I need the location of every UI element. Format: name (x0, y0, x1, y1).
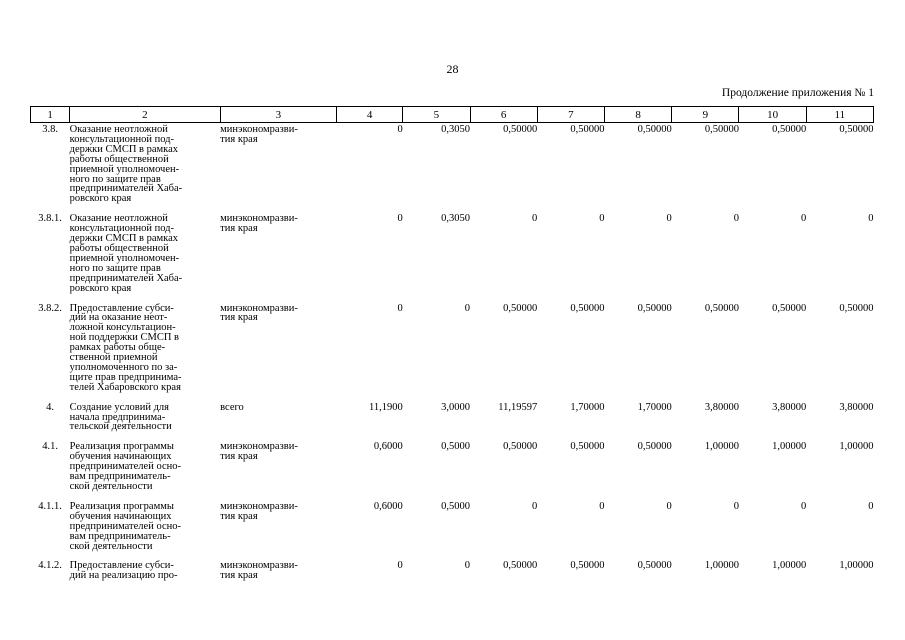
item-executor (220, 401, 336, 441)
value-cell: 0 (397, 560, 403, 572)
item-executor (220, 302, 336, 401)
table-row (31, 401, 874, 441)
page-number: 28 (446, 62, 459, 76)
executor-line: тия края (220, 510, 258, 522)
description-line: ровского края (69, 282, 132, 294)
value-cell: 1,70000 (570, 401, 605, 413)
value-cell: 0,5000 (441, 500, 471, 512)
description-line: ложной консультацион- (69, 322, 176, 334)
description-line: приемной уполномочен- (69, 163, 180, 175)
table-row (31, 440, 874, 500)
description-line: работы общественной (69, 153, 169, 165)
value-cell: 0,50000 (839, 124, 874, 135)
item-executor (220, 440, 336, 500)
item-description (70, 212, 221, 301)
description-line: уполномоченного по за- (69, 361, 178, 373)
value-cell: 0,50000 (704, 124, 739, 135)
column-header: 9 (672, 107, 739, 123)
description-line: Предоставление субси- (69, 302, 174, 314)
value-cell: 0 (868, 500, 874, 512)
value-cell: 0,5000 (441, 441, 471, 453)
value-cell: 0 (800, 500, 807, 512)
value-cell: 0 (733, 213, 739, 225)
description-line: рамках работы обще- (69, 342, 166, 354)
value-cell: 0,50000 (637, 124, 672, 135)
item-number: 3.8. (42, 124, 58, 135)
value-cell: 0,50000 (503, 560, 538, 572)
item-description (70, 302, 221, 401)
value-cell: 0 (397, 213, 403, 225)
value-cell: 1,00000 (839, 441, 874, 453)
description-line: держки СМСП в рамках (69, 143, 179, 155)
column-header: 7 (537, 107, 604, 123)
value-cell: 0 (397, 124, 403, 135)
description-line: консультационной под- (69, 133, 175, 145)
executor-line: тия края (220, 133, 258, 145)
value-cell: 3,80000 (839, 401, 874, 413)
value-cell: 0,50000 (503, 441, 538, 453)
column-header: 1 (31, 107, 70, 123)
value-cell: 0,6000 (373, 500, 403, 512)
value-cell: 0,50000 (637, 302, 672, 314)
description-line: ственной приемной (69, 352, 158, 364)
executor-line: тия края (220, 570, 258, 582)
executor-line: минэкономразви- (220, 560, 298, 572)
executor-line: всего (220, 401, 244, 413)
executor-line: минэкономразви- (220, 500, 298, 512)
column-header: 3 (220, 107, 336, 123)
executor-line: минэкономразви- (220, 124, 298, 135)
item-number: 4.1.1. (38, 500, 62, 512)
description-line: обучения начинающих (69, 451, 172, 463)
description-line: ровского края (69, 193, 132, 205)
value-cell: 3,80000 (704, 401, 739, 413)
column-header: 11 (806, 107, 873, 123)
value-cell: 0,3050 (441, 124, 471, 135)
description-line: щите прав предпринима- (69, 371, 182, 383)
description-line: ской деятельности (69, 540, 153, 552)
description-line: Реализация программы (69, 500, 174, 512)
value-cell: 0,50000 (570, 302, 605, 314)
value-cell: 3,80000 (772, 401, 807, 413)
description-line: Оказание неотложной (69, 213, 168, 225)
description-line: работы общественной (69, 242, 169, 254)
column-header: 5 (403, 107, 470, 123)
description-line: Предоставление субси- (69, 560, 174, 572)
description-line: предпринимателей осно- (69, 461, 181, 473)
description-line: ской деятельности (69, 481, 153, 492)
value-cell: 0,50000 (637, 560, 672, 572)
item-number: 3.8.2. (38, 302, 62, 314)
item-executor (220, 123, 336, 213)
item-executor (220, 500, 336, 560)
description-line: ного по защите прав (69, 173, 161, 185)
value-cell: 11,19597 (498, 401, 538, 413)
table-row (31, 500, 874, 560)
table-row (31, 212, 874, 301)
value-cell: 0,50000 (704, 302, 739, 314)
description-line: ного по защите прав (69, 262, 161, 274)
value-cell: 1,00000 (772, 441, 807, 453)
value-cell: 0 (733, 500, 739, 512)
value-cell: 0 (599, 500, 605, 512)
value-cell: 1,00000 (704, 560, 739, 572)
value-cell: 1,00000 (772, 560, 807, 572)
value-cell: 0 (464, 302, 471, 314)
value-cell: 1,00000 (704, 441, 739, 453)
item-executor (220, 212, 336, 301)
value-cell: 0,50000 (570, 441, 605, 453)
description-line: предпринимателей осно- (69, 520, 181, 532)
value-cell: 1,00000 (839, 560, 874, 572)
budget-table (30, 106, 874, 589)
value-cell: 0,3050 (441, 213, 471, 225)
description-line: обучения начинающих (69, 510, 172, 522)
table-row (31, 123, 874, 213)
value-cell: 0 (464, 560, 471, 572)
value-cell: 0,50000 (570, 560, 605, 572)
description-line: вам предприниматель- (69, 471, 171, 483)
description-line: начала предпринима- (69, 411, 166, 423)
column-header: 6 (470, 107, 537, 123)
value-cell: 0 (532, 500, 538, 512)
value-cell: 0 (397, 302, 403, 314)
value-cell: 0 (666, 500, 672, 512)
description-line: держки СМСП в рамках (69, 233, 179, 245)
item-description (70, 559, 221, 589)
item-description (70, 123, 221, 213)
value-cell: 0,50000 (503, 302, 538, 314)
continuation-label: Продолжение приложения № 1 (721, 87, 874, 99)
value-cell: 0,50000 (772, 124, 807, 135)
description-line: дий на реализацию про- (69, 570, 178, 582)
value-cell: 0 (599, 213, 605, 225)
item-number: 3.8.1. (38, 213, 62, 225)
column-header: 2 (70, 107, 221, 123)
executor-line: тия края (220, 312, 258, 324)
description-line: предпринимателей Хаба- (69, 272, 183, 284)
item-number: 4.1. (42, 441, 58, 453)
table-row (31, 559, 874, 589)
executor-line: тия края (220, 451, 258, 463)
description-line: консультационной под- (69, 223, 175, 235)
value-cell: 0 (532, 213, 538, 225)
value-cell: 0,50000 (570, 124, 605, 135)
description-line: Оказание неотложной (69, 124, 168, 135)
description-line: приемной уполномочен- (69, 252, 180, 264)
executor-line: минэкономразви- (220, 213, 298, 225)
column-number-header (31, 107, 874, 123)
description-line: Реализация программы (69, 441, 174, 453)
description-line: предпринимателей Хаба- (69, 183, 183, 195)
description-line: дий на оказание неот- (69, 312, 168, 324)
value-cell: 0,50000 (839, 302, 874, 314)
description-line: тельской деятельности (69, 421, 172, 433)
executor-line: минэкономразви- (220, 441, 298, 453)
table-row (31, 302, 874, 401)
item-number: 4.1.2. (38, 560, 62, 572)
value-cell: 1,70000 (637, 401, 672, 413)
description-line: Создание условий для (69, 401, 169, 413)
column-header: 10 (739, 107, 806, 123)
item-description (70, 401, 221, 441)
executor-line: тия края (220, 223, 258, 235)
item-number: 4. (46, 401, 54, 413)
description-line: ной поддержки СМСП в (69, 332, 180, 344)
value-cell: 3,0000 (441, 401, 471, 413)
value-cell: 0 (666, 213, 672, 225)
table-body (31, 123, 874, 590)
column-header: 4 (337, 107, 403, 123)
value-cell: 0 (868, 213, 874, 225)
item-description (70, 440, 221, 500)
value-cell: 0 (800, 213, 807, 225)
value-cell: 0,6000 (373, 441, 403, 453)
value-cell: 11,1900 (369, 401, 403, 413)
column-header: 8 (605, 107, 672, 123)
value-cell: 0,50000 (772, 302, 807, 314)
description-line: телей Хабаровского края (69, 381, 181, 393)
item-executor (220, 559, 336, 589)
executor-line: минэкономразви- (220, 302, 298, 314)
description-line: вам предприниматель- (69, 530, 171, 542)
value-cell: 0,50000 (637, 441, 672, 453)
item-description (70, 500, 221, 560)
value-cell: 0,50000 (503, 124, 538, 135)
